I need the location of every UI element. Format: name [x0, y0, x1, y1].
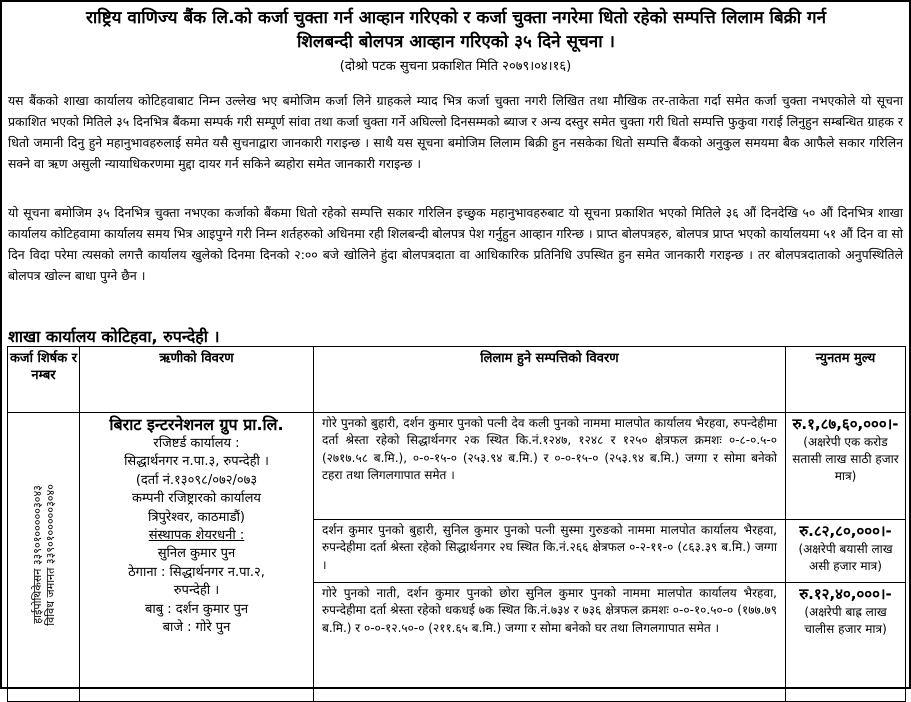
notice-paragraph-2: यो सूचना बमोजिम ३५ दिनभित्र चुक्ता नभएका कर्जाको बैंकमा धितो रहेको सम्पत्ति सकार गरिलिन इच्छुक महानुभावहरुबाट यो सूचना प्रकाशित भएको मितिले ३६ औं दिनदेखि ५० औं दिनभित्र शाखा कार्यालय कोटिहवामा कार्यालय समय भित्र आइपुग्ने गरी निम्न शर्तहरुको अधिनमा रही शिलबन्दी बोलपत्र पेश गर्नुहुन आव्हान गरिन्छ । प्राप्त बोलपत्रहरु, बोलपत्र प्राप्त भएको कार्यालयमा ५१ औं दिन वा सो दिन विदा परेमा त्यसको लगत्तै कार्यालय खुलेको दिनमा दिनको २:०० बजे खोलिने हुंदा बोलपत्रदाता वा आधिकारिक प्रतिनिधि उपस्थित हुन समेत जानकारी गराइन्छ । तर बोलपत्रदाताको अनुपस्थितिले बोलपत्र खोल्न बाधा पुग्ने छैन ।: [8, 205, 904, 283]
minimum-price: रु.१२,४०,०००।-: [799, 585, 892, 603]
property-description: दर्शन कुमार पुनको बुहारी, सुनिल कुमार पुनको पत्नी सुस्मा गुरुङको नाममा मालपोत कार्यालय भैरहवा, रुपन्देहीमा दर्ता श्रेस्ता रहेको सिद्धार्थनगर २घ स्थित कि.नं.२६६ क्षेत्रफल ०-२-११-० (८६३.३९ ब.मि.) जग्गा ।: [314, 520, 786, 583]
debtor-line: बाजे : गोरे पुन: [162, 620, 231, 636]
debtor-line: त्रिपुरेश्वर, काठमाडौं): [147, 509, 246, 525]
minimum-price-words: (अक्षरेपी बयासी लाख असी हजार मात्र): [798, 542, 893, 573]
minimum-price: रु.१,८७,६०,०००।-: [792, 415, 899, 433]
publication-date: (दोश्रो पटक सुचना प्रकाशित मिति २०७९।०४।१६): [339, 59, 572, 74]
debtor-line: बाबु : दर्शन कुमार पुन: [144, 601, 249, 617]
debtor-line: (दर्ता नं.१३०९८/०७२/०७३: [135, 472, 258, 488]
debtor-line: ठेगाना : सिद्धार्थनगर न.पा.२,: [128, 564, 265, 580]
table-header-row: [8, 347, 906, 413]
minimum-price-cell: [786, 520, 906, 583]
notice-title-line2: शिलबन्दी बोलपत्र आव्हान गरिएको ३५ दिने सूचना ।: [296, 32, 616, 52]
minimum-price: रु.८२,८०,०००।-: [799, 522, 892, 540]
property-description: गोरे पुनको बुहारी, दर्शन कुमार पुनको पत्नी देव कली पुनको नाममा मालपोत कार्यालय भैरहवा, रुपन्देहीमा दर्ता श्रेस्ता रहेको सिद्धार्थनगर २क स्थित कि.नं.१२४७, १२४८ र १२५० क्षेत्रफल क्रमशः ०-८-०.५-० (२७१७.५८ ब.मि.), ०-०-१५-० (२५३.९४ ब.मि.) र ०-०-१५-० (२५३.९४ ब.मि.) जग्गा र सोमा बनेको टहरा तथा लिगलगापात समेत ।: [314, 413, 786, 520]
debtor-line: रजिष्टर्ड कार्यालय :: [153, 436, 240, 451]
debtor-line: सुनिल कुमार पुन: [157, 546, 236, 562]
header-loan-title: कर्जा शिर्षक र नम्बर: [8, 347, 80, 413]
minimum-price-words: (अक्षरेपी एक करोड सतासी लाख साठी हजार मात्र): [792, 435, 899, 483]
header-property-details: लिलाम हुने सम्पत्तिको विवरण: [314, 347, 786, 413]
notice-title-line1: राष्ट्रिय वाणिज्य बैंक लि.को कर्जा चुक्ता गर्न आव्हान गरिएको र कर्जा चुक्ता नगरेमा धितो रहेको सम्पत्ति लिलाम बिक्री गर्न: [85, 8, 827, 28]
minimum-price-cell: [786, 583, 906, 702]
loan-account: विविध जमानत ३३९०१०००००३०४०: [43, 484, 57, 626]
loan-account: हाईपोथिकेसन ३३९०१०००००३०४३: [30, 485, 44, 625]
loan-accounts-cell: [8, 413, 80, 702]
auction-table: [7, 346, 906, 702]
debtor-cell: [80, 413, 314, 702]
header-debtor-details: ऋणीको विवरण: [80, 347, 314, 413]
debtor-name: बिराट इन्टरनेशनल ग्रुप प्रा.लि.: [109, 415, 284, 434]
notice-title: [6, 6, 906, 54]
debtor-line: रुपन्देही ।: [173, 583, 220, 599]
header-minimum-price: न्युनतम मुल्य: [786, 347, 906, 413]
table-row: [8, 413, 906, 520]
debtor-line: सिद्धार्थनगर न.पा.३, रुपन्देही ।: [124, 454, 269, 470]
shareholder-heading: संस्थापक शेयरधनी :: [148, 528, 245, 544]
debtor-line: कम्पनी रजिष्ट्रारको कार्यालय: [132, 491, 261, 507]
property-description: गोरे पुनको नाती, दर्शन कुमार पुनको छोरा सुनिल कुमार पुनको नाममा मालपोत कार्यालय भैरहवा, रुपन्देहीमा दर्ता श्रेस्ता रहेको धकधई ७क स्थित कि.नं.७३४ र ७३६ क्षेत्रफल क्रमशः ०-०-१०.५०-० (१७७.७९ ब.मि.) र ०-०-१२.५०-० (२११.६५ ब.मि.) जग्गा र सोमा बनेको घर तथा लिगलगापात समेत ।: [314, 583, 786, 702]
branch-heading: शाखा कार्यालय कोटिहवा, रुपन्देही ।: [8, 327, 220, 346]
minimum-price-cell: [786, 413, 906, 520]
notice-paragraph-1: यस बैंकको शाखा कार्यालय कोटिहवाबाट निम्न उल्लेख भए बमोजिम कर्जा लिने ग्राहकले म्याद भित्र कर्जा चुक्ता नगरी लिखित तथा मौखिक तर-ताकेता गर्दा समेत कर्जा चुक्ता नभएकोले यो सूचना प्रकाशित भएको मितिले ३५ दिनभित्र बैंकमा सम्पर्क गरी सम्पूर्ण सांवा तथा कर्जा चुक्ता गर्ने अघिल्लो दिनसम्मको ब्याज र अन्य दस्तुर समेत चुक्ता गरी धितो सम्पत्ति फुकुवा गराई लिनुहुन सम्बन्धित ग्राहक र धितो जमानी दिनु हुने महानुभावहरुलाई समेत यसै सुचनाद्वारा जानकारी गराइन्छ । साथै यस सूचना बमोजिम लिलाम बिक्री हुन नसकेका धितो सम्पत्ति बैंकको अनुकुल समयमा बैक आफैले सकार गरिलिन सक्ने वा ऋण असुली न्यायाधिकरणमा मुद्दा दायर गर्न सकिने ब्यहोरा समेत जानकारी गराइन्छ ।: [8, 93, 903, 171]
loan-accounts: [31, 484, 57, 626]
minimum-price-words: (अक्षरेपी बाह्र लाख चालीस हजार मात्र): [804, 605, 887, 636]
